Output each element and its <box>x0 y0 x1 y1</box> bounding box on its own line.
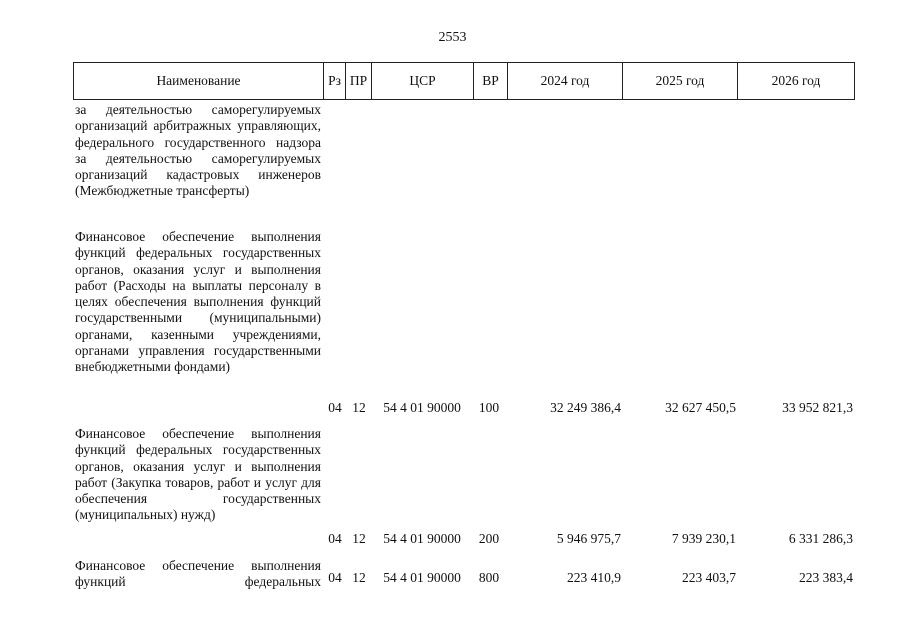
row-vr: 800 <box>478 569 500 585</box>
row-value-2026: 33 952 821,3 <box>782 399 853 415</box>
row-pr: 12 <box>352 399 366 415</box>
row-value-2024: 32 249 386,4 <box>550 399 621 415</box>
row-csr: 54 4 01 90000 <box>383 530 461 546</box>
table-row <box>0 229 905 416</box>
table-row <box>0 558 905 590</box>
row-rz: 04 <box>328 569 342 585</box>
row-name: Финансовое обеспечение выполнения функций федеральных государственных органов, оказания услуг и выполнения работ (Закупка товаров, работ и услуг для обеспечения государственных (муниципальных) нужд) <box>75 426 321 523</box>
header-csr: ЦСР <box>372 63 474 100</box>
row-name: Финансовое обеспечение выполнения функций федеральных государственных органов, оказания услуг и выполнения работ (Расходы на выплаты персоналу в целях обеспечения выполнения функций государственными (муниципальными) органами, казенными учреждениями, органами управления государственными внебюджетными фондами) <box>75 229 321 375</box>
row-rz: 04 <box>328 530 342 546</box>
row-csr: 54 4 01 90000 <box>383 399 461 415</box>
header-vr: ВР <box>474 63 508 100</box>
row-value-2025: 32 627 450,5 <box>665 399 736 415</box>
row-value-2024: 223 410,9 <box>567 569 621 585</box>
row-value-2024: 5 946 975,7 <box>556 530 621 546</box>
row-pr: 12 <box>352 530 366 546</box>
row-value-2026: 223 383,4 <box>799 569 853 585</box>
header-2024: 2024 год <box>508 63 623 100</box>
row-value-2025: 7 939 230,1 <box>671 530 736 546</box>
row-vr: 100 <box>478 399 500 415</box>
table-row <box>0 102 905 216</box>
row-csr: 54 4 01 90000 <box>383 569 461 585</box>
row-pr: 12 <box>352 569 366 585</box>
row-vr: 200 <box>478 530 500 546</box>
header-pr: ПР <box>346 63 372 100</box>
row-rz: 04 <box>328 399 342 415</box>
table-row <box>0 426 905 547</box>
row-value-2026: 6 331 286,3 <box>788 530 853 546</box>
row-value-2025: 223 403,7 <box>682 569 736 585</box>
row-name: Финансовое обеспечение выполнения функций федеральных <box>75 558 321 590</box>
header-2026: 2026 год <box>738 63 855 100</box>
row-name: за деятельностью саморегулируемых организаций арбитражных управляющих, федерального государственного надзора за деятельностью саморегулируемых организаций кадастровых инженеров (Межбюджетные трансферты) <box>75 102 321 199</box>
header-rz: Рз <box>324 63 346 100</box>
header-name: Наименование <box>74 63 324 100</box>
table-header <box>73 62 855 100</box>
page-number: 2553 <box>438 30 467 45</box>
header-2025: 2025 год <box>623 63 738 100</box>
